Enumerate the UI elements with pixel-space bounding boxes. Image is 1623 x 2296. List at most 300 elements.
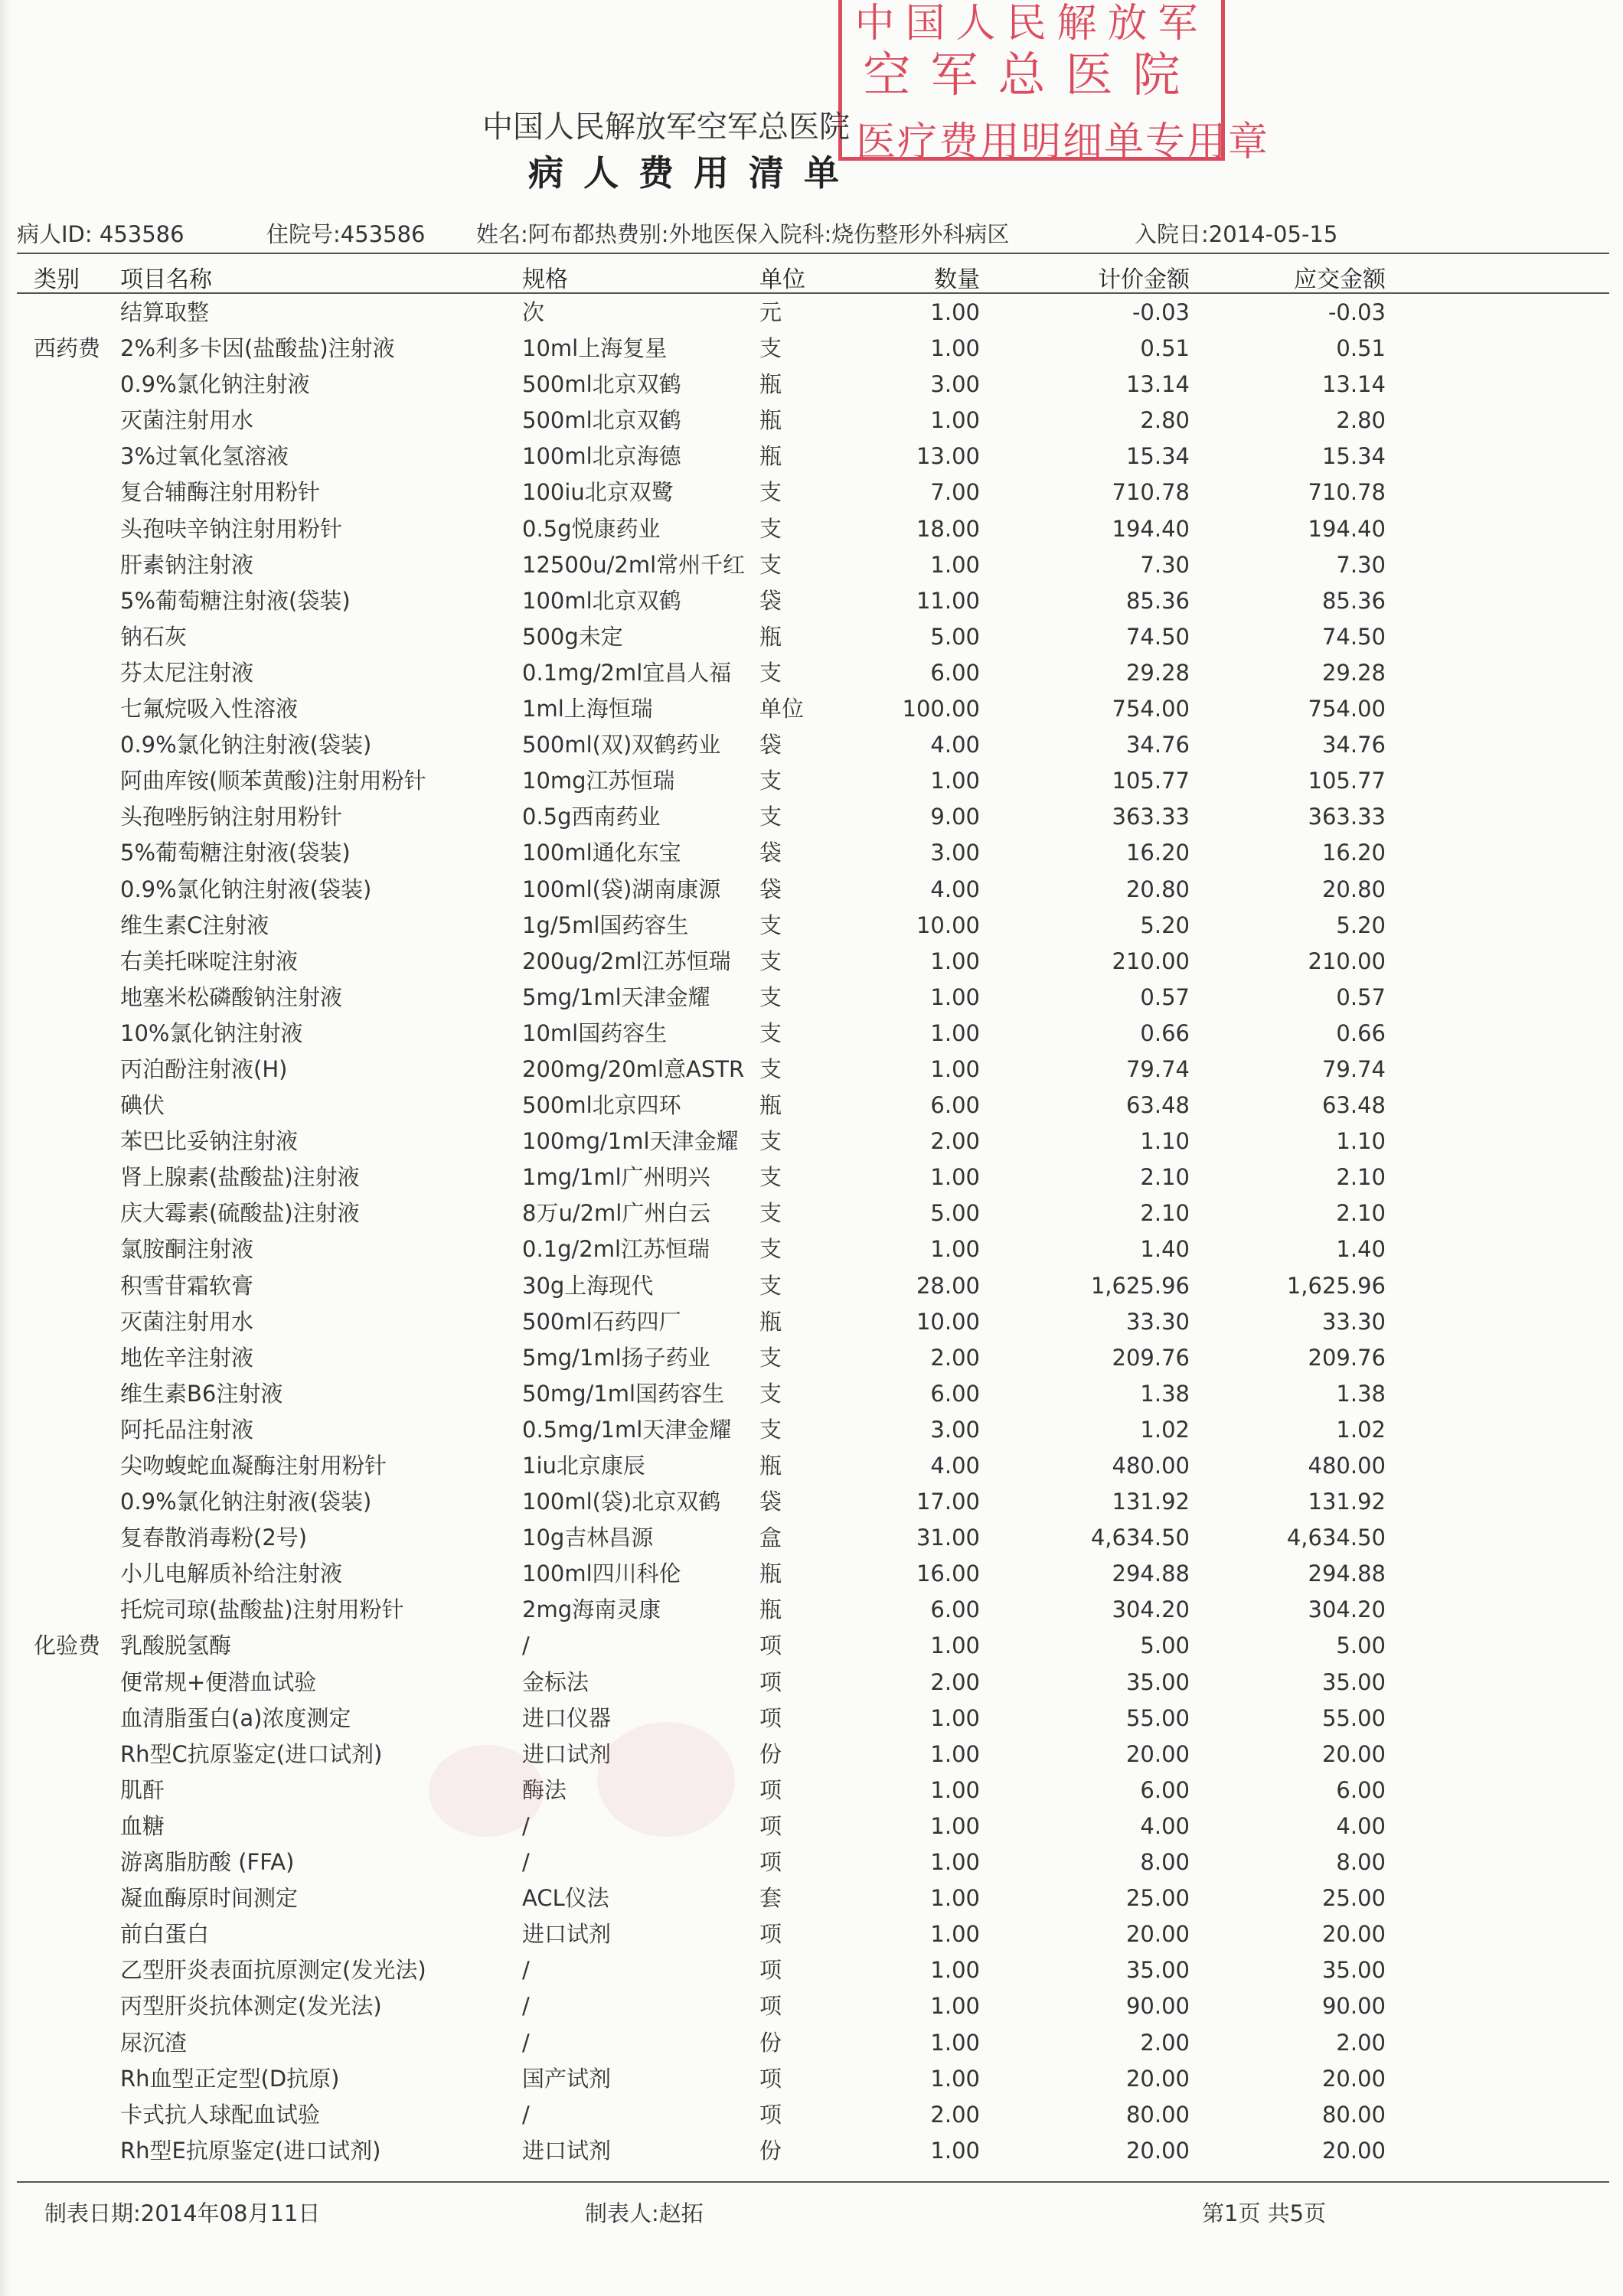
row-unit: 支 (759, 1128, 782, 1155)
row-unit: 瓶 (759, 1596, 782, 1623)
row-item-name: 2%利多卡因(盐酸盐)注射液 (120, 335, 395, 362)
row-unit: 支 (759, 1019, 782, 1046)
seal-line-3: 医疗费用明细单专用章 (856, 119, 1270, 165)
row-spec: 1iu北京康辰 (522, 1453, 645, 1479)
row-item-name: 0.9%氯化钠注射液(袋装) (120, 1489, 372, 1515)
row-unit: 支 (759, 479, 782, 506)
table-row (17, 1847, 1609, 1883)
row-spec: 10ml国药容生 (522, 1019, 668, 1046)
row-quantity: 4.00 (930, 876, 980, 902)
ink-smudge (597, 1722, 735, 1837)
table-row (17, 1883, 1609, 1919)
row-quantity: 10.00 (916, 1308, 980, 1335)
row-unit: 份 (759, 2137, 782, 2164)
row-unit: 支 (759, 1344, 782, 1371)
row-unit: 项 (759, 1993, 782, 2020)
row-spec: 进口试剂 (522, 1921, 612, 1948)
row-item-name: 便常规+便潜血试验 (120, 1668, 317, 1695)
row-price: 55.00 (1125, 1704, 1190, 1731)
row-quantity: 1.00 (930, 1993, 980, 2020)
row-unit: 支 (759, 804, 782, 830)
row-spec: 50mg/1ml国药容生 (522, 1380, 725, 1407)
row-unit: 项 (759, 1921, 782, 1948)
row-due: 20.80 (1321, 876, 1386, 902)
row-due: 2.10 (1336, 1164, 1386, 1191)
row-price: 131.92 (1112, 1489, 1190, 1515)
row-item-name: Rh型E抗原鉴定(进口试剂) (120, 2137, 381, 2164)
column-due: 应交金额 (1294, 266, 1386, 293)
row-quantity: 10.00 (916, 912, 980, 938)
row-price: 1.40 (1140, 1236, 1190, 1263)
row-spec: 30g上海现代 (522, 1272, 654, 1299)
row-unit: 盒 (759, 1525, 782, 1551)
row-quantity: 1.00 (930, 1632, 980, 1659)
row-price: 210.00 (1112, 947, 1190, 974)
row-quantity: 1.00 (930, 335, 980, 362)
row-unit: 份 (759, 2029, 782, 2056)
row-price: 2.00 (1140, 2029, 1190, 2056)
row-price: -0.03 (1132, 299, 1190, 325)
row-item-name: 尖吻蝮蛇血凝酶注射用粉针 (120, 1453, 387, 1479)
row-spec: 进口试剂 (522, 1740, 612, 1767)
table-row (17, 801, 1609, 837)
row-price: 1.10 (1140, 1128, 1190, 1155)
table-row (17, 1955, 1609, 1991)
row-unit: 支 (759, 1200, 782, 1227)
row-price: 6.00 (1140, 1776, 1190, 1803)
row-unit: 袋 (759, 587, 782, 614)
table-row (17, 405, 1609, 441)
row-unit: 支 (759, 1164, 782, 1191)
row-due: 131.92 (1308, 1489, 1386, 1515)
row-spec: 500ml北京双鹤 (522, 371, 681, 398)
row-quantity: 1.00 (930, 1740, 980, 1767)
table-row (17, 1919, 1609, 1955)
row-price: 20.80 (1125, 876, 1190, 902)
table-row (17, 1558, 1609, 1594)
row-due: 74.50 (1321, 623, 1386, 650)
row-quantity: 3.00 (930, 1416, 980, 1443)
table-row (17, 1703, 1609, 1739)
row-unit: 袋 (759, 1489, 782, 1515)
row-unit: 项 (759, 1849, 782, 1876)
row-price: 710.78 (1112, 479, 1190, 506)
row-quantity: 1.00 (930, 947, 980, 974)
row-item-name: 氯胺酮注射液 (120, 1236, 254, 1263)
row-quantity: 1.00 (930, 1957, 980, 1984)
row-item-name: 丙型肝炎抗体测定(发光法) (120, 1993, 382, 2020)
table-row (17, 585, 1609, 621)
row-unit: 瓶 (759, 1092, 782, 1119)
table-row (17, 910, 1609, 946)
admission-date: 入院日:2014-05-15 (1135, 221, 1338, 247)
column-item: 项目名称 (120, 266, 212, 293)
row-quantity: 2.00 (930, 1128, 980, 1155)
row-due: 210.00 (1308, 947, 1386, 974)
table-row (17, 333, 1609, 369)
row-price: 35.00 (1125, 1957, 1190, 1984)
row-due: 4,634.50 (1286, 1525, 1386, 1551)
row-due: 754.00 (1308, 696, 1386, 722)
row-spec: 0.1g/2ml江苏恒瑞 (522, 1236, 710, 1263)
table-row (17, 369, 1609, 405)
prepared-date: 制表日期:2014年08月11日 (44, 2200, 321, 2226)
table-row (17, 1306, 1609, 1342)
row-unit: 项 (759, 1668, 782, 1695)
row-quantity: 28.00 (916, 1272, 980, 1299)
row-item-name: 右美托咪啶注射液 (120, 947, 299, 974)
table-row (17, 2063, 1609, 2099)
row-spec: 100iu北京双鹭 (522, 479, 674, 506)
row-quantity: 13.00 (916, 443, 980, 470)
divider-bottom (17, 2181, 1609, 2183)
row-due: 0.66 (1336, 1019, 1386, 1046)
row-spec: 1g/5ml国药容生 (522, 912, 689, 938)
row-item-name: 复合辅酶注射用粉针 (120, 479, 321, 506)
row-quantity: 1.00 (930, 551, 980, 578)
row-item-name: 0.9%氯化钠注射液 (120, 371, 310, 398)
row-unit: 支 (759, 1380, 782, 1407)
row-unit: 瓶 (759, 443, 782, 470)
ink-smudge (429, 1745, 544, 1837)
row-item-name: 乙型肝炎表面抗原测定(发光法) (120, 1957, 426, 1984)
row-spec: 8万u/2ml广州白云 (522, 1200, 711, 1227)
row-price: 754.00 (1112, 696, 1190, 722)
row-quantity: 2.00 (930, 1344, 980, 1371)
row-spec: 0.5g悦康药业 (522, 515, 661, 542)
row-due: 63.48 (1321, 1092, 1386, 1119)
row-unit: 项 (759, 1704, 782, 1731)
column-category: 类别 (34, 266, 80, 293)
row-price: 74.50 (1125, 623, 1190, 650)
row-spec: / (522, 1812, 530, 1839)
table-row (17, 1198, 1609, 1234)
row-quantity: 6.00 (930, 1380, 980, 1407)
row-unit: 单位 (759, 696, 805, 722)
table-row (17, 1594, 1609, 1630)
row-item-name: 结算取整 (120, 299, 210, 325)
table-row (17, 1270, 1609, 1306)
row-spec: 酶法 (522, 1776, 567, 1803)
row-due: 2.10 (1336, 1200, 1386, 1227)
row-spec: 金标法 (522, 1668, 589, 1695)
row-due: 2.80 (1336, 407, 1386, 434)
row-unit: 支 (759, 551, 782, 578)
row-quantity: 1.00 (930, 2137, 980, 2164)
table-row (17, 874, 1609, 910)
table-row (17, 1018, 1609, 1054)
row-price: 15.34 (1125, 443, 1190, 470)
row-due: 7.30 (1336, 551, 1386, 578)
row-quantity: 1.00 (930, 768, 980, 794)
row-unit: 项 (759, 2101, 782, 2128)
row-price: 35.00 (1125, 1668, 1190, 1695)
row-item-name: 肝素钠注射液 (120, 551, 254, 578)
row-price: 209.76 (1112, 1344, 1190, 1371)
table-row (17, 621, 1609, 657)
row-due: 5.00 (1336, 1632, 1386, 1659)
table-row (17, 1739, 1609, 1775)
row-price: 63.48 (1125, 1092, 1190, 1119)
row-due: 15.34 (1321, 443, 1386, 470)
row-quantity: 6.00 (930, 659, 980, 686)
row-unit: 支 (759, 768, 782, 794)
row-spec: ACL仪法 (522, 1885, 609, 1912)
row-item-name: 肾上腺素(盐酸盐)注射液 (120, 1164, 360, 1191)
row-item-name: 0.9%氯化钠注射液(袋装) (120, 876, 372, 902)
row-item-name: 灭菌注射用水 (120, 1308, 254, 1335)
row-due: 13.14 (1321, 371, 1386, 398)
row-due: 480.00 (1308, 1453, 1386, 1479)
row-unit: 瓶 (759, 407, 782, 434)
row-due: 6.00 (1336, 1776, 1386, 1803)
row-price: 8.00 (1140, 1849, 1190, 1876)
row-price: 20.00 (1125, 2137, 1190, 2164)
row-unit: 支 (759, 1236, 782, 1263)
row-spec: 次 (522, 299, 545, 325)
row-spec: / (522, 1957, 530, 1984)
row-spec: 0.5mg/1ml天津金耀 (522, 1416, 732, 1443)
row-spec: 1ml上海恒瑞 (522, 696, 653, 722)
row-spec: 0.5g西南药业 (522, 804, 661, 830)
row-price: 79.74 (1125, 1055, 1190, 1082)
row-unit: 项 (759, 1776, 782, 1803)
row-unit: 支 (759, 912, 782, 938)
table-row (17, 2027, 1609, 2063)
row-spec: / (522, 2029, 530, 2056)
row-due: 85.36 (1321, 587, 1386, 614)
row-quantity: 1.00 (930, 2029, 980, 2056)
row-quantity: 1.00 (930, 1704, 980, 1731)
row-price: 85.36 (1125, 587, 1190, 614)
column-quantity: 数量 (934, 266, 980, 293)
row-spec: 100ml四川科伦 (522, 1561, 681, 1587)
row-item-name: 尿沉渣 (120, 2029, 188, 2056)
row-spec: / (522, 1993, 530, 2020)
row-price: 20.00 (1125, 1740, 1190, 1767)
row-due: -0.03 (1327, 299, 1386, 325)
row-spec: / (522, 2101, 530, 2128)
row-quantity: 100.00 (902, 696, 980, 722)
row-due: 34.76 (1321, 732, 1386, 758)
row-item-name: 钠石灰 (120, 623, 188, 650)
row-quantity: 1.00 (930, 1921, 980, 1948)
row-unit: 瓶 (759, 371, 782, 398)
row-unit: 袋 (759, 732, 782, 758)
table-row (17, 477, 1609, 513)
patient-info (17, 217, 1609, 248)
row-quantity: 3.00 (930, 371, 980, 398)
row-due: 29.28 (1321, 659, 1386, 686)
table-row (17, 1486, 1609, 1522)
row-item-name: 维生素B6注射液 (120, 1380, 283, 1407)
row-due: 8.00 (1336, 1849, 1386, 1876)
page-number: 第1页 共5页 (1202, 2200, 1327, 2226)
row-spec: 200mg/20ml意ASTR (522, 1055, 745, 1082)
row-category: 化验费 (34, 1632, 101, 1659)
row-price: 194.40 (1112, 515, 1190, 542)
row-unit: 项 (759, 1957, 782, 1984)
row-price: 34.76 (1125, 732, 1190, 758)
row-unit: 份 (759, 1740, 782, 1767)
row-unit: 瓶 (759, 1308, 782, 1335)
patient-id: 病人ID: 453586 (17, 221, 185, 247)
row-spec: 200ug/2ml江苏恒瑞 (522, 947, 731, 974)
row-item-name: 积雪苷霜软膏 (120, 1272, 254, 1299)
row-quantity: 18.00 (916, 515, 980, 542)
row-due: 1.02 (1336, 1416, 1386, 1443)
row-due: 16.20 (1321, 840, 1386, 866)
table-row (17, 550, 1609, 585)
row-item-name: 血糖 (120, 1812, 165, 1839)
row-spec: 500ml北京四环 (522, 1092, 681, 1119)
row-spec: 500ml北京双鹤 (522, 407, 681, 434)
row-item-name: 地佐辛注射液 (120, 1344, 254, 1371)
column-price: 计价金额 (1098, 266, 1190, 293)
row-price: 363.33 (1112, 804, 1190, 830)
row-spec: 12500u/2ml常州千红 (522, 551, 746, 578)
document-title: 病人费用清单 (528, 152, 859, 194)
row-unit: 支 (759, 1272, 782, 1299)
row-spec: 500ml石药四厂 (522, 1308, 681, 1335)
row-price: 80.00 (1125, 2101, 1190, 2128)
row-spec: 5mg/1ml天津金耀 (522, 983, 710, 1010)
row-quantity: 16.00 (916, 1561, 980, 1587)
row-price: 4.00 (1140, 1812, 1190, 1839)
row-due: 20.00 (1321, 1740, 1386, 1767)
table-row (17, 693, 1609, 729)
row-due: 80.00 (1321, 2101, 1386, 2128)
row-price: 29.28 (1125, 659, 1190, 686)
table-row (17, 441, 1609, 477)
row-price: 7.30 (1140, 551, 1190, 578)
row-due: 710.78 (1308, 479, 1386, 506)
row-unit: 元 (759, 299, 782, 325)
row-price: 304.20 (1112, 1596, 1190, 1623)
row-item-name: Rh血型正定型(D抗原) (120, 2065, 340, 2092)
row-unit: 支 (759, 1416, 782, 1443)
row-due: 0.57 (1336, 983, 1386, 1010)
row-item-name: 5%葡萄糖注射液(袋装) (120, 587, 351, 614)
row-item-name: 庆大霉素(硫酸盐)注射液 (120, 1200, 360, 1227)
row-price: 4,634.50 (1090, 1525, 1190, 1551)
row-spec: 100ml(袋)湖南康源 (522, 876, 721, 902)
row-due: 55.00 (1321, 1704, 1386, 1731)
row-spec: 进口试剂 (522, 2137, 612, 2164)
row-price: 5.20 (1140, 912, 1190, 938)
row-unit: 瓶 (759, 1561, 782, 1587)
row-price: 0.66 (1140, 1019, 1190, 1046)
table-row (17, 1667, 1609, 1703)
row-price: 90.00 (1125, 1993, 1190, 2020)
table-row (17, 514, 1609, 550)
divider-top (17, 253, 1609, 254)
row-item-name: 托烷司琼(盐酸盐)注射用粉针 (120, 1596, 404, 1623)
row-unit: 支 (759, 515, 782, 542)
row-quantity: 9.00 (930, 804, 980, 830)
row-quantity: 1.00 (930, 1849, 980, 1876)
row-quantity: 1.00 (930, 983, 980, 1010)
row-price: 2.10 (1140, 1200, 1190, 1227)
table-row (17, 1162, 1609, 1198)
hospital-name: 中国人民解放军空军总医院 (482, 109, 850, 145)
table-row (17, 1090, 1609, 1126)
row-due: 33.30 (1321, 1308, 1386, 1335)
row-spec: 10mg江苏恒瑞 (522, 768, 675, 794)
table-row (17, 946, 1609, 982)
table-row (17, 1378, 1609, 1414)
row-unit: 项 (759, 1632, 782, 1659)
row-quantity: 3.00 (930, 840, 980, 866)
patient-name-info: 姓名:阿布都热费别:外地医保入院科:烧伤整形外科病区 (476, 221, 1010, 247)
row-price: 480.00 (1112, 1453, 1190, 1479)
row-unit: 项 (759, 1812, 782, 1839)
row-due: 5.20 (1336, 912, 1386, 938)
row-quantity: 1.00 (930, 2065, 980, 2092)
table-row (17, 1450, 1609, 1486)
table-row (17, 982, 1609, 1018)
row-price: 2.80 (1140, 407, 1190, 434)
row-item-name: 3%过氧化氢溶液 (120, 443, 289, 470)
row-unit: 瓶 (759, 1453, 782, 1479)
row-quantity: 4.00 (930, 732, 980, 758)
admission-number: 住院号:453586 (266, 221, 426, 247)
row-item-name: 芬太尼注射液 (120, 659, 254, 686)
row-price: 294.88 (1112, 1561, 1190, 1587)
row-item-name: 七氟烷吸入性溶液 (120, 696, 299, 722)
row-item-name: 肌酐 (120, 1776, 165, 1803)
row-due: 2.00 (1336, 2029, 1386, 2056)
row-price: 1.38 (1140, 1380, 1190, 1407)
row-item-name: 凝血酶原时间测定 (120, 1885, 299, 1912)
row-price: 20.00 (1125, 2065, 1190, 2092)
row-due: 1.40 (1336, 1236, 1386, 1263)
row-spec: 500ml(双)双鹤药业 (522, 732, 721, 758)
table-row (17, 297, 1609, 333)
table-row (17, 1811, 1609, 1847)
row-unit: 套 (759, 1885, 782, 1912)
row-due: 294.88 (1308, 1561, 1386, 1587)
row-item-name: 前白蛋白 (120, 1921, 210, 1948)
seal-line-1: 中国人民解放军 (854, 1, 1209, 47)
row-price: 33.30 (1125, 1308, 1190, 1335)
table-row (17, 1991, 1609, 2027)
divider-header (17, 292, 1609, 294)
table-row (17, 2099, 1609, 2135)
row-unit: 支 (759, 659, 782, 686)
row-quantity: 1.00 (930, 1236, 980, 1263)
table-row (17, 729, 1609, 765)
row-quantity: 1.00 (930, 407, 980, 434)
row-spec: / (522, 1849, 530, 1876)
table-row (17, 1126, 1609, 1162)
row-spec: 100ml北京海德 (522, 443, 681, 470)
row-price: 13.14 (1125, 371, 1190, 398)
row-due: 35.00 (1321, 1668, 1386, 1695)
table-row (17, 1775, 1609, 1811)
row-quantity: 2.00 (930, 1668, 980, 1695)
row-spec: 500g未定 (522, 623, 623, 650)
row-due: 105.77 (1308, 768, 1386, 794)
row-quantity: 1.00 (930, 299, 980, 325)
row-due: 363.33 (1308, 804, 1386, 830)
table-row (17, 1234, 1609, 1270)
row-item-name: 阿托品注射液 (120, 1416, 254, 1443)
row-due: 194.40 (1308, 515, 1386, 542)
row-quantity: 1.00 (930, 1164, 980, 1191)
row-quantity: 31.00 (916, 1525, 980, 1551)
table-row (17, 1414, 1609, 1450)
